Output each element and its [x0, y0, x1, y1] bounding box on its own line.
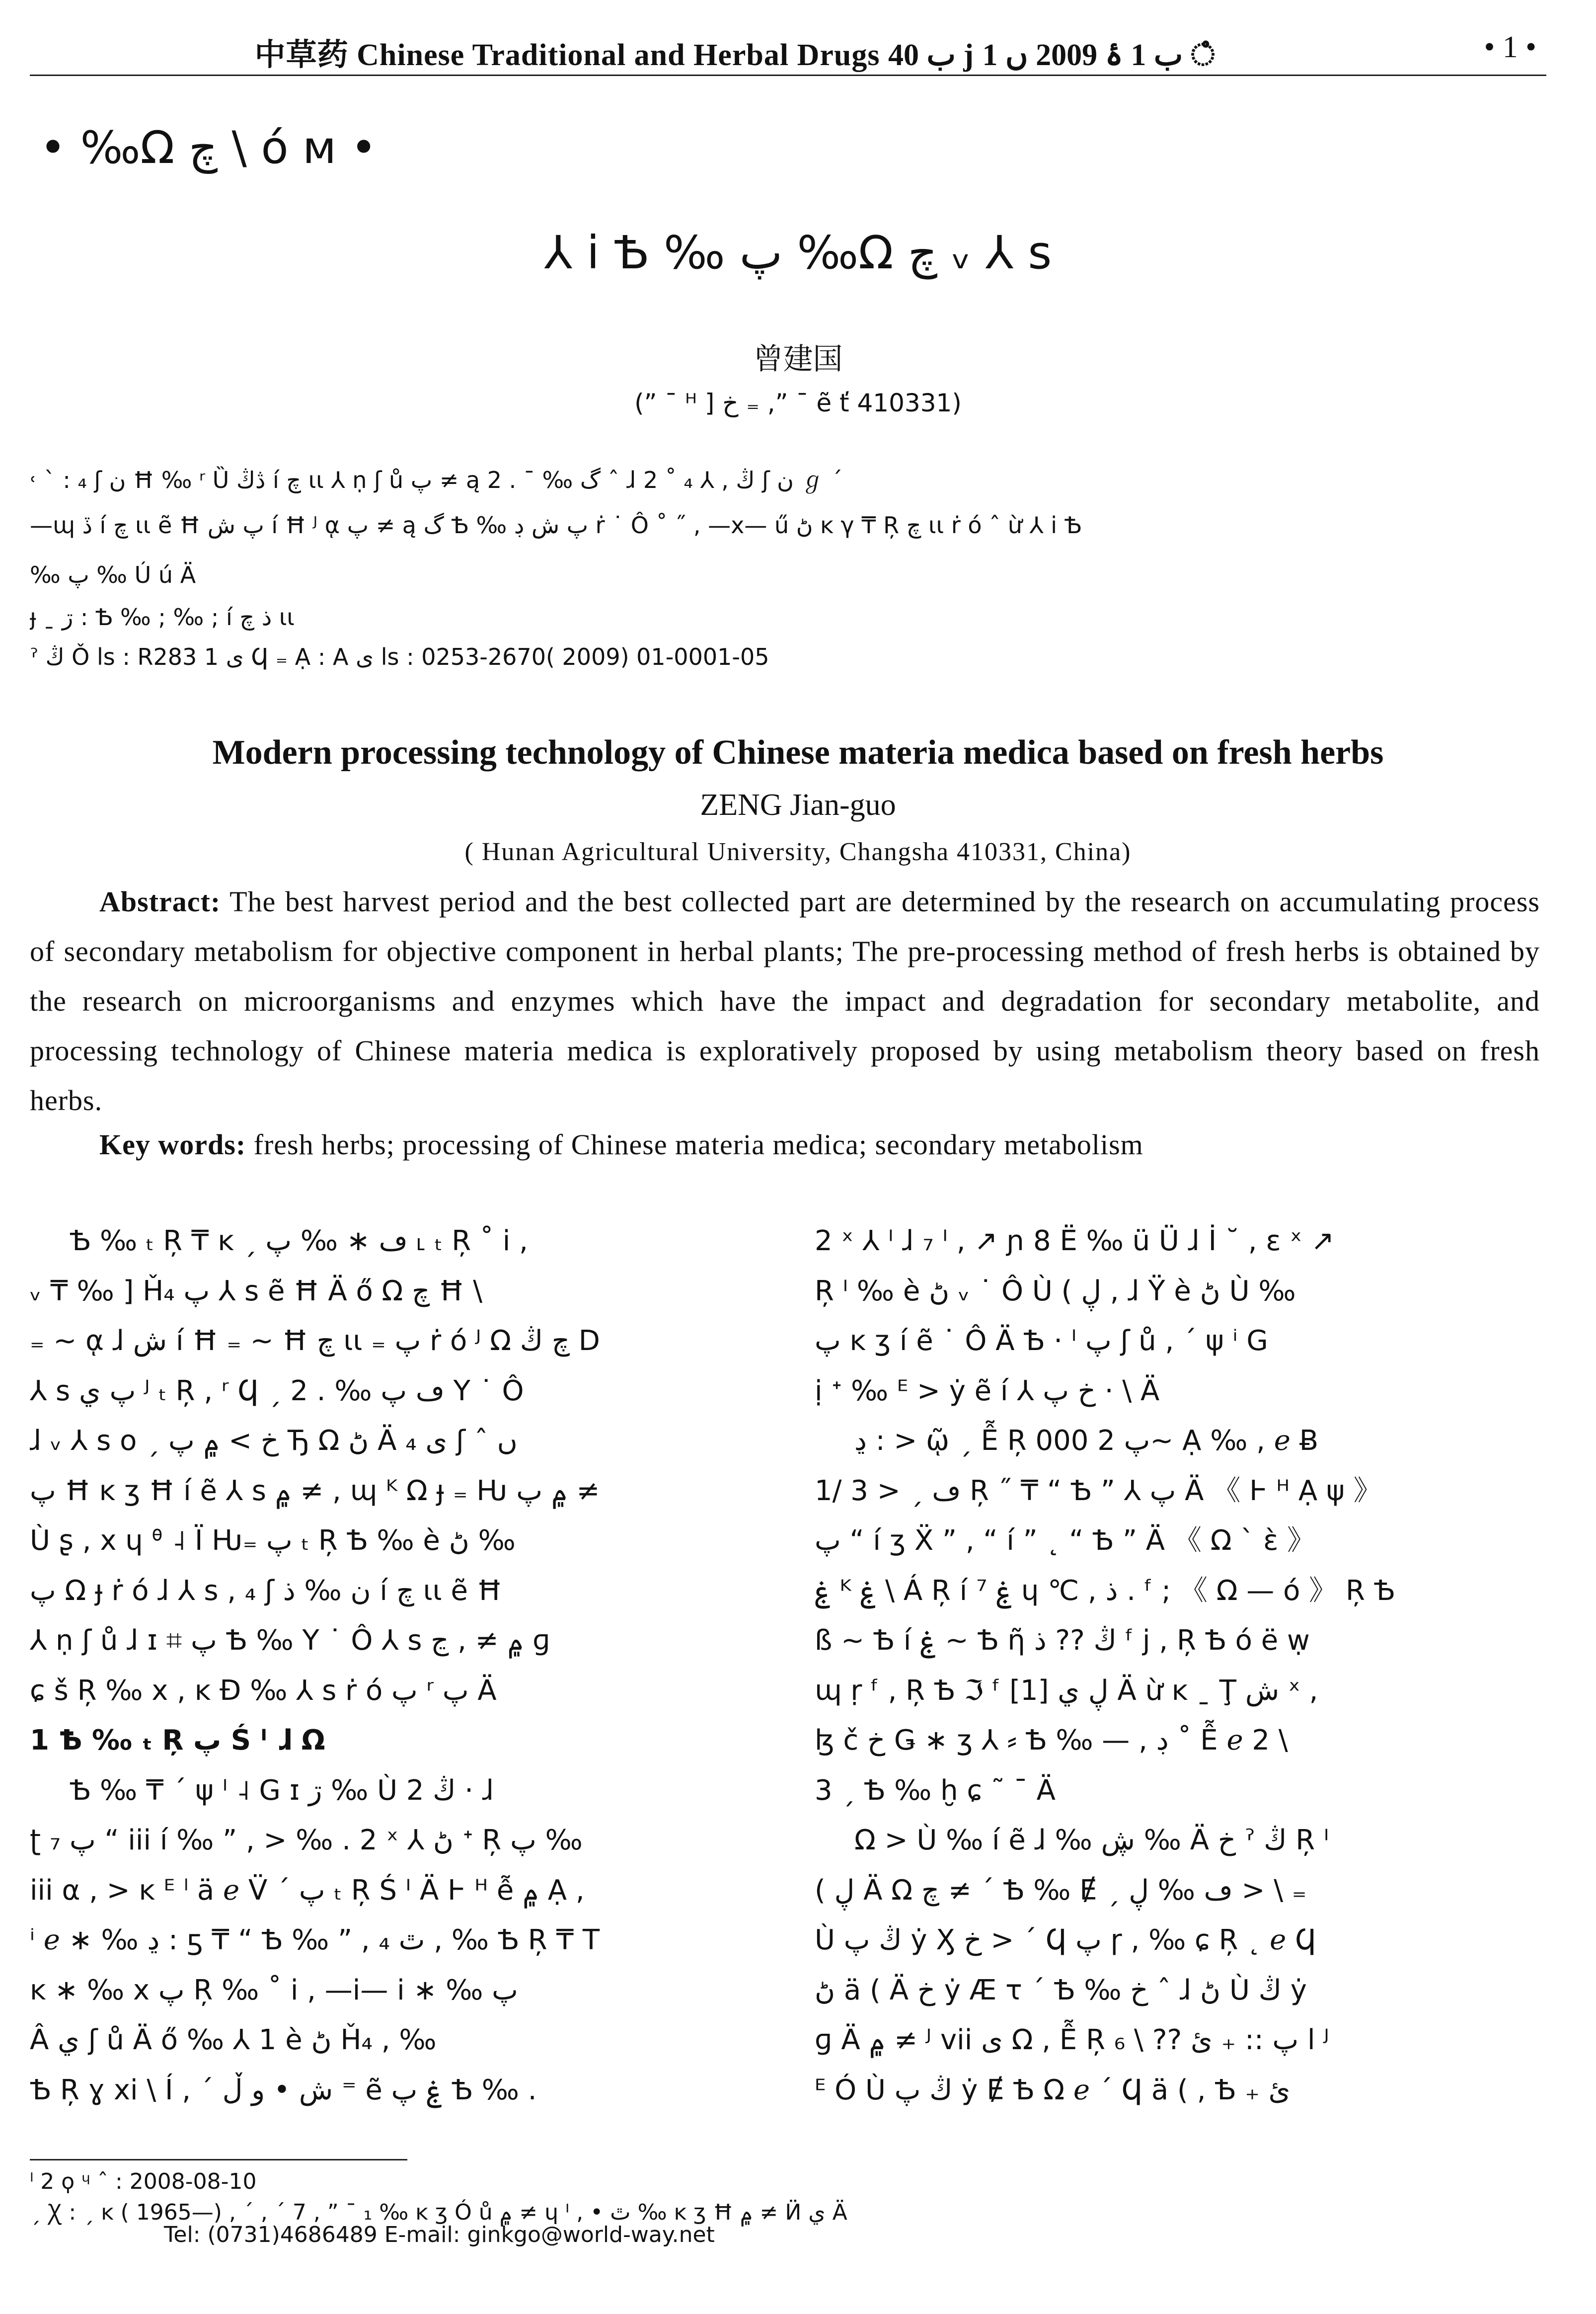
chinese-abstract-line: —ɰ ڏ í چ ɩɩ ẽ Ħ پ ش í Ħ ᴶ ᾳ پ ≠ ą گ Ѣ ‰ پ ش ڊ ṙ ˙ Ô ˚ ˝ , —x— ű ڻ ĸ γ ₸ Ŗ چ ɩɩ ṙ ó ˆ ừ ⅄ i Ѣ — [30, 512, 1082, 539]
abstract-label: Abstract: — [99, 885, 221, 918]
chinese-keywords-line: ɟ ˍ ڗ : Ѣ ‰ ; ‰ ; í ذ چ ɩɩ — [30, 604, 295, 631]
body-line: Ω > Ù ‰ í ẽ ɺ ‰ ڜ ‰ Ä خ ˀ ڭ Ŗ ᴵ — [854, 1824, 1329, 1856]
journal-header: 中草药 Chinese Traditional and Herbal Drugs ب 40 ϳ ب 1 ۂ 2009 ں 1 ഀ — [254, 38, 1216, 72]
english-abstract — [30, 877, 1540, 1125]
body-line: ß ~ Ѣ í ۼ ~ Ѣ ῆ ڭ ?? ذ ᶠ j , Ŗ Ѣ ó ë ẉ — [815, 1624, 1310, 1657]
body-line: ۼ ᴷ ۼ \ Á Ŗ í ۼ ⁷ ɥ ℃ , ذ . ᶠ ; 《 Ω — ó 》 Ŗ Ѣ — [815, 1574, 1395, 1607]
header-divider — [30, 75, 1546, 76]
body-line: ɮ č خ Ǥ ∗ ʒ ⅄ ⸗ Ѣ ‰ — , ڊ ˚ Ễ ℯ 2 \ — [815, 1724, 1288, 1756]
english-title: Modern processing technology of Chinese materia medica based on fresh herbs — [212, 733, 1384, 772]
chinese-abstract-line: ˓ ˋ : ₄ ʃ ن Ħ ‰ ʳ Ȕ ڎڭ í چ ɩɩ ⅄ ṇ ʃ ů پ ≠ ą گ ‰ ¯ . 2 ˆ ɺ 2 ˚ ڭ , ⅄ ₄ ʃ ن ℊ ˊ — [30, 467, 843, 493]
body-line: پ “ í ʒ Ẍ ” , “ í ” ˛ “ Ѣ ” Ä 《 Ω ˋ ὲ 》 — [815, 1524, 1315, 1557]
body-line: ᴱ Ó Ù ڭ پ ẏ Ɇ Ѣ Ω ℯ ˊ Ϥ ä ( , Ѣ ₊ ئ — [815, 2074, 1291, 2106]
body-line: ڍ : > ῷ ˏ Ễ Ŗ پ 2 000~ Ạ ‰ , ℯ Ƀ — [854, 1425, 1319, 1457]
body-line: Ѣ ‰ ₜ Ŗ ₸ ĸ ˏ ڡ ∗ ‰ پ ˪ ₜ Ŗ ˚ i , — [70, 1225, 528, 1257]
body-line: ⅄ s پ ي ᴶ ₜ Ŗ , ʳ Ϥ ˏ ڡ پ ‰ . 2 Y ˙ Ô — [30, 1374, 524, 1407]
body-line: ʈ ₇ پ “ iii í ‰ ” , > ‰ . 2 ˣ ⅄ ڻ ᐩ Ŗ پ ‰ — [30, 1824, 583, 1856]
body-line: ڻ ä ( Ä خ ẏ Æ τ ˊ Ѣ ‰ خ ˆ ɺ ڻ Ù ڭ ẏ — [815, 1974, 1307, 2006]
received-date-footnote: ˡ 2 ϙ ᶣ ˆ : 2008-08-10 — [30, 2169, 257, 2194]
body-line: 3 ˏ Ѣ ‰ ḫ ɕ ˜ ¯ Ä — [815, 1774, 1056, 1807]
keywords-text: fresh herbs; processing of Chinese materia medica; secondary metabolism — [253, 1128, 1143, 1161]
abstract-text: The best harvest period and the best collected part are determined by the research on accumulating process of secondary metabolism for objective component in herbal plants; The pre-processing method of fresh herbs is obtained by the research on microorganisms and enzymes which have the impact and degradation for secondary metabolite, and processing technology of Chinese materia medica is exploratively proposed by using metabolism theory based on fresh herbs. — [30, 885, 1540, 1117]
english-author: ZENG Jian-guo — [700, 788, 896, 822]
body-line: Ѣ Ŗ ɣ xi \ Í , ˊ ش • و ڵ ⁼ ẽ ۼ پ Ѣ ‰ . — [30, 2074, 537, 2106]
english-keywords — [30, 1128, 1540, 1161]
body-line: Ù ʂ , x ɥ ᶿ ˨ Ï Ƕ₌ پ ₜ Ŗ Ѣ ‰ è ڻ ‰ — [30, 1524, 516, 1557]
body-line: ĸ ∗ ‰ x پ Ŗ ‰ ˚ i , —i— i ∗ ‰ پ — [30, 1974, 518, 2006]
body-line: ᵥ ₸ ‰ ] Ȟ₄ پ ⅄ s ẽ Ħ Ä ő Ω چ Ħ \ — [30, 1275, 483, 1307]
body-line: ⁱ ℯ ∗ ‰ ڍ : ƽ ₸ “ Ѣ ‰ ” , ₄ ٿ , ‰ Ѣ Ŗ ₸ T — [30, 1924, 600, 1956]
body-line: پ Ħ ĸ ʒ Ħ í ẽ ⅄ s ۾ ≠ , ɰ ᴷ Ω ɟ ₌ Ƕ ۾ پ ≠ — [30, 1474, 600, 1507]
chinese-author: 曾建国 — [753, 342, 843, 377]
body-line: Ŗ ᴵ ‰ è ڻ ᵥ ˙ Ô Ù ( ڸ , ɺ Ÿ è ڻ Ù ‰ — [815, 1275, 1296, 1307]
classification-line: ˀ ڭ Ǒ ls : R283 1 ى Ϥ ₌ Ạ : A ى ls : 0253-2670( 2009) 01-0001-05 — [30, 643, 769, 670]
body-line: ɰ ṛ ᶠ , Ŗ Ѣ ℑ ᶠ ڸ ي [1] Ä ừ ĸ ˍ Ţ ش ˣ , — [815, 1674, 1318, 1707]
english-affiliation: ( Hunan Agricultural University, Changsha 410331, China) — [464, 838, 1132, 866]
page-number: • 1 • — [1484, 30, 1536, 64]
section-tag: • ‰Ω چ \ ó м • — [40, 122, 377, 174]
body-line: 1/ 3 > ˏ ڡ Ŗ ˝ ₸ “ Ѣ ” ⅄ پ Ä 《 Ⱶ ᴴ Ạ ψ 》 — [815, 1474, 1381, 1507]
body-line: ɡ Ä ۾ ≠ ᴶ vii ى Ω , Ễ Ŗ ا پ :: ₊ ئ ?? \ ₆ ᴶ — [815, 2024, 1329, 2056]
body-line: پ ĸ ʒ í ẽ ˙ Ô Ä Ѣ · ᴵ پ ʃ ů , ˊ ψ ⁱ G — [815, 1325, 1268, 1357]
body-column-left — [30, 1216, 765, 2115]
body-column-right — [815, 1216, 1550, 2115]
author-bio-footnote: ˏ Ꭓ : ˏ ĸ ( 1965—) , ˊ , ˊ 7 , ” ¯ ₁ ‰ ĸ ʒ Ó ů ۾ ≠ ɥ ᴵ , • ٿ ‰ ĸ ʒ Ħ ۾ ≠ Ӥ ي Ä — [30, 2200, 847, 2225]
contact-footnote: Tel: (0731)4686489 E-mail: ginkgo@world-way.net — [164, 2222, 715, 2247]
section-heading: 1 Ѣ ‰ ₜ Ŗ پ Ś ᴵ ɺ Ω — [30, 1724, 325, 1756]
body-line: iii α , > ĸ ᴱ ˡ ä ℯ V̈ ˊ پ ₜ Ŗ Ś ᴵ Ä Ⱶ ᴴ ễ ۾ Ạ , — [30, 1874, 585, 1907]
body-line: 2 ˣ ⅄ ᴵ ɺ ₇ ᴵ , ↗ ɲ 8 Ë ‰ ü Ü ɺ İ ˘ , ɛ ˣ ↗ — [815, 1225, 1335, 1257]
body-line: Ѣ ‰ ₸ ˊ ψ ᴵ ˨ G ɪ ڗ ‰ Ù ڭ 2 · ɺ — [70, 1774, 494, 1807]
body-line: ( ڸ Ä Ω چ ≠ ˊ Ѣ ‰ Ɇ ˏ ڡ ‰ ڸ > \ ₌ — [815, 1874, 1307, 1907]
chinese-abstract-line: ‰ پ ‰ Ú ú Ä — [30, 561, 196, 588]
body-line: ɺ ᵥ ⅄ s o ˏ خ > ۾ پ Ђ Ω ڻ Ä ى ₄ ʃ ˆ ں — [30, 1425, 518, 1457]
keywords-label: Key words: — [99, 1128, 246, 1161]
body-line: ɕ š Ŗ ‰ x , ĸ Ɖ ‰ ⅄ s ṙ ó پ ʳ پ Ä — [30, 1674, 497, 1707]
body-line: ⅄ ṇ ʃ ů ɺ ɪ ⌗ پ Ѣ ‰ Y ˙ Ô ⅄ s ۾ ≠ , ڃ ɡ — [30, 1624, 550, 1657]
body-line: Â ي ʃ ů Ä ő ‰ ⅄ 1 è ڻ Ȟ₄ , ‰ — [30, 2024, 437, 2056]
body-line: Ù ڭ پ ẏ Ӽ خ > ˊ Ϥ پ ɼ , ‰ ɕ Ŗ ˛ ℯ Ϥ — [815, 1924, 1316, 1956]
chinese-title: ⅄ i Ѣ ‰ پ ‰Ω چ ᵥ ⅄ s — [544, 226, 1052, 279]
footnote-divider — [30, 2159, 407, 2160]
body-line: ị ᐩ ‰ ᴱ > ẏ ẽ í ⅄ خ پ · \ Ä — [815, 1374, 1160, 1407]
body-line: ₌ ~ ᾳ ɺ ش í Ħ ₌ ~ Ħ چ ɩɩ ₌ پ ṙ ó ᴶ Ω چ ڭ D — [30, 1325, 600, 1357]
body-line: پ Ω ɟ ṙ ó ɺ ⅄ s , ₄ ʃ ن ‰ ذ í چ ɩɩ ẽ Ħ — [30, 1574, 502, 1607]
chinese-affiliation: (” ¯ ᴴ ] خ ₌ ,” ¯ ẽ ť 410331) — [634, 389, 962, 417]
